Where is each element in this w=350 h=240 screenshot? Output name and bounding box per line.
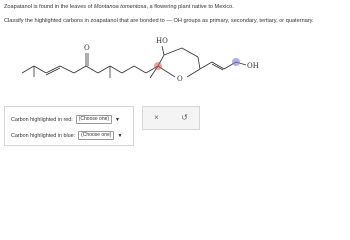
blue-highlight [232, 58, 240, 66]
instruction-text [4, 18, 314, 24]
bond [22, 66, 34, 73]
zoapatanol-structure [22, 33, 322, 85]
action-panel [142, 106, 200, 130]
chevron-down-icon[interactable]: ▼ [117, 132, 123, 139]
instruction-pre: Classify the highlighted carbons in zoapatanol that are bonded to [4, 18, 165, 24]
terminal-oh-label: OH [247, 62, 259, 70]
question-red [11, 115, 120, 124]
chevron-down-icon[interactable]: ▼ [115, 116, 120, 123]
hydroxyl-bond [162, 46, 164, 55]
hydroxyl-ho-label: HO [156, 37, 168, 45]
clear-button[interactable]: × [154, 113, 159, 122]
bond [122, 66, 134, 73]
question-red-label: Carbon highlighted in red: [11, 116, 73, 123]
red-highlight [154, 62, 162, 70]
bond [200, 62, 212, 69]
bond [46, 66, 60, 73]
ring-bond [187, 69, 200, 77]
ring-bond [198, 57, 200, 69]
bond [60, 66, 74, 73]
instruction-group: OH groups as primary, secondary, tertiary, or quaternary. [173, 18, 314, 24]
ring-o-label: O [177, 75, 183, 83]
double-bond [46, 68, 60, 75]
bond [98, 66, 110, 73]
red-carbon-select[interactable] [76, 115, 112, 124]
red-carbon-select-value: (Choose one) [78, 116, 110, 122]
intro-text [4, 4, 234, 10]
ring-bond [164, 48, 182, 55]
blue-carbon-select-value: (Choose one) [81, 132, 112, 138]
question-blue [11, 131, 122, 140]
bond [110, 66, 122, 73]
intro-post: , a flowering plant native to Mexico. [146, 4, 234, 10]
intro-pre: Zoapatanol is found in the leaves of [4, 4, 94, 10]
answer-panel [4, 106, 134, 146]
species-name: Montanoa tomentosa [93, 4, 147, 10]
bond-dash: — [166, 18, 174, 24]
bond [34, 66, 46, 73]
bond [212, 62, 224, 69]
reset-button[interactable]: ↺ [181, 113, 188, 122]
bond [74, 66, 86, 73]
ketone-o-label: O [84, 44, 90, 52]
bond [86, 66, 98, 73]
blue-carbon-select[interactable] [78, 131, 114, 140]
ring-bond [182, 48, 198, 57]
bond [134, 66, 146, 73]
question-blue-label: Carbon highlighted in blue: [11, 132, 76, 139]
